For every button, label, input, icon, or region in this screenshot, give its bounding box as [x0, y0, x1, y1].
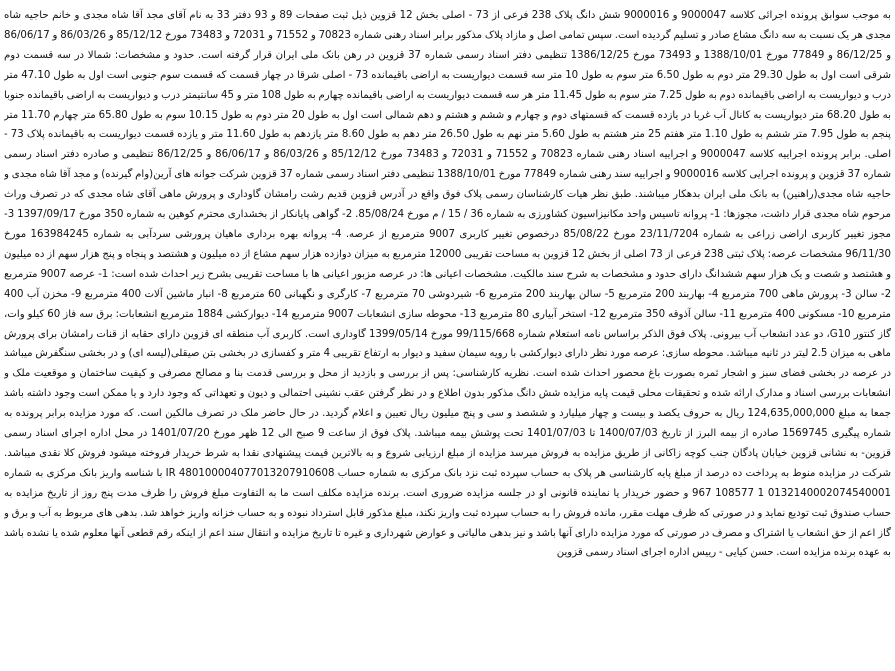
- notice-paragraph: به موجب سوابق پرونده اجرائی کلاسه 9000047 و 9000016 شش دانگ پلاک 238 فرعی از 73 - اصلی بخش 12 قزوین ذیل ثبت صفحات 89 و 93 دفتر 33 به نام آقای مجد آقا شاه مجدی و خانم حاجیه شاه مجدی هر یک نسبت به سه دانگ مشاع صادر و تسلیم گردیده است. سپس تمامی اصل و مازاد پلاک مذکور برابر اسناد رهنی شماره 70823 و 71552 و 72031 و 73483 مورخ 85/12/12 و 86/03/26 و 86/06/17 و 86/12/25 و 77849 مورخ 1388/10/01 و 73493 مورخ 1386/12/25 تنظیمی دفتر اسناد رسمی شماره 37 قزوین در رهن بانک ملی ایران قرار گرفته است. حدود و مشخصات: شمالا در سه قسمت دوم شرقی است اول به طول 29.30 متر دوم به طول 6.50 متر سوم به طول 10 متر سه قسمت دیواریست به اراضی باقیمانده 73 - اصلی شرقا در چهار قسمت که قسمت سوم جنوبی است اول به طول 47.10 متر درب و دیواریست به اراضی باقیمانده دوم به طول 7.25 متر سوم به طول 11.45 متر هر سه قسمت دیواریست به اراضی باقیمانده چهارم به طول 108 متر و 45 سانتیمتر درب و دیواریست به اراضی باقیمانده جنوبا به طول 68.20 متر دیواریست به کانال آب غربا در یازده قسمت که قسمتهای دوم و چهارم و ششم و هشتم و دهم شمالی است اول به طول 20 متر دوم به طول 10.15 سوم به طول 65.80 متر چهارم 11.70 متر پنجم به طول 7.95 متر ششم به طول 1.10 متر هفتم 25 متر هشتم به طول 5.60 متر نهم به طول 26.50 متر دهم به طول 8.60 متر یازدهم به طول 11.60 متر و یازده قسمت دیواریست به باقیمانده پلاک 73 - اصلی. برابر پرونده اجراییه کلاسه 9000047 و اجراییه اسناد رهنی شماره 70823 و 71552 و 72031 و 73483 مورخ 85/12/12 و 86/03/26 و 86/06/17 و 86/12/25 تنظیمی و صادره دفتر اسناد رسمی شماره 37 قزوین و پرونده اجرایی کلاسه 9000016 و اجراییه سند رهنی شماره 77849 مورخ 1388/10/01 تنظیمی دفتر اسناد رسمی شماره 37 قزوین شرکت جوانه های آرین(وام گیرنده) و مجد آقا شاه مجدی و حاجیه شاه مجدی(راهنین) به بانک ملی ایران بدهکار میباشند. طبق نظر هیات کارشناسان رسمی پلاک فوق واقع در آدرس قزوین قدیم رشت رامشان گاوداری و پرورش ماهی آقای شاه مجدی که در تصرف وراث مرحوم شاه مجدی قرار داشت، مجوزها: 1- پروانه تاسیس واحد مکانیزاسیون کشاورزی به شماره 36 / 15 / م مورخ 85/08/24. 2- گواهی پایانکار از بخشداری محترم کوهین به شماره 350 مورخ 1397/09/17 3- مجوز تغییر کاربری اراضی زراعی به شماره 23/11/7204 مورخ 85/08/22 درخصوص تغییر کاربری 9007 مترمربع از عرصه. 4- پروانه بهره برداری ماهیان پرورشی سردآبی به شماره 163984245 مورخ 96/11/30 مشخصات عرصه: پلاک ثبتی 238 فرعی از 73 اصلی از بخش 12 قزوین به مساحت تقریبی 12000 مترمربع به میزان دوازده هزار سهم مشاع از ده میلیون و هشتصد و پنجاه و پنج هزار سهم از ده میلیون و هشتصد و شصت و یک هزار سهم ششدانگ دارای حدود و مشخصات به شرح سند مالکیت. مشخصات اعیانی ها: در عرصه مزبور اعیانی ها با مساحت تقریبی بشرح زیر احداث شده است: 1- عرصه 9007 مترمربع 2- سالن 3- پرورش ماهی 700 مترمربع 4- بهاربند 200 مترمربع 5- سالن بهاربند 200 مترمربع 6- شیردوشی 70 مترمربع 7- کارگری و نگهبانی 60 مترمربع 8- انبار ماشین آلات 400 مترمربع 9- مخزن آب 400 مترمربع 10- مسکونی 400 مترمربع 11- سالن آذوقه 350 مترمربع 12- استخر آبیاری 80 مترمربع 13- محوطه سازی انشعابات 9007 مترمربع 14- دیوارکشی 1884 مترمربع انشعابات: برق سه فاز 60 کیلو وات، گاز کنتور G10، دو عدد انشعاب آب بیرونی. پلاک فوق الذکر براساس نامه استعلام شماره 99/115/668 مورخ 1399/05/14 گاوداری است. کاربری آب منطقه ای قزوین دارای حقابه از قنات رامشان برای پرورش ماهی به میزان 2.5 لیتر در ثانیه میباشد. محوطه سازی: عرصه مورد نظر دارای دیوارکشی با رویه سیمان سفید و دیوار به ارتفاع تقریبی 4 متر و کفسازی در بخشی بتن صیقلی(لیسه ای) و در بخشی سنگفرش میباشد در عرصه در بخشی فضای سبز و اشجار ثمره بصورت باغ محصور احداث شده است. نظریه کارشناسی: پس از بررسی و بازدید از محل و بررسی قدمت بنا و مصالح مصرفی و کیفیت ساختمان و موقعیت ملک و انشعابات بررسی اسناد و مدارک ارائه شده و تحقیقات محلی قیمت پایه مزایده شش دانگ مذکور بدون اطلاع و در نظر گرفتن عقب نشینی احتمالی و دیون و تعهداتی که وجود دارد و یا ممکن است وجود داشته باشد جمعا به مبلغ 124,635,000,000 ریال به حروف یکصد و بیست و چهار میلیارد و ششصد و سی و پنج میلیون ریال تعیین و اعلام گردید. در حال حاضر ملک در تصرف مالکین است. که مورد مزایده برابر پرونده به شماره پیگیری 1569745 صادره از بیمه البرز از تاریخ 1400/07/03 تا 1401/07/03 تحت پوشش بیمه میباشد. پلاک فوق از ساعت 9 صبح الی 12 ظهر مورخ 1401/07/20 در محل اداره اجرای اسناد رسمی قزوین- به نشانی قزوین خیابان پادگان جنب کوچه زاکانی از طریق مزایده به فروش میرسد مزایده از مبلغ ارزیابی شروع و به بالاترین قیمت پیشنهادی نقدا به شرط خریدار فروخته میشود فروش کلا نقدی میباشد. شرکت در مزایده منوط به پرداخت ده درصد از مبلغ پایه کارشناسی هر پلاک به حساب سپرده ثبت نزد بانک مرکزی به شماره حساب IR 480100004077013207910608 با شناسه واریز بانک مرکزی به شماره 0132140002074540001 1 108577 967 و حضور خریدار یا نماینده قانونی او در جلسه مزایده ضروری است. برنده مزایده مکلف است ما به التفاوت مبلغ فروش را ظرف مدت پنج روز از تاریخ مزایده به حساب صندوق ثبت تودیع نماید و در صورتی که ظرف مهلت مقرر، مانده فروش را به حساب سپرده ثبت واریز نکند، مبلغ مذکور قابل استرداد نبوده و به حساب خزانه واریز خواهد شد. بدهی های مربوط به آب و برق و گاز اعم از حق انشعاب یا اشتراک و مصرف در صورتی که مورد مزایده دارای آنها باشد و نیز بدهی مالیاتی و عوارض شهرداری و غیره تا تاریخ مزایده و انتقال سند اعم از اینکه رقم قطعی آنها معلوم شده یا نشده باشد به عهده برنده مزایده است. حسن کیایی - رییس اداره اجرای اسناد رسمی قزوین: [4, 10, 891, 559]
- auction-notice-text: [4, 6, 891, 666]
